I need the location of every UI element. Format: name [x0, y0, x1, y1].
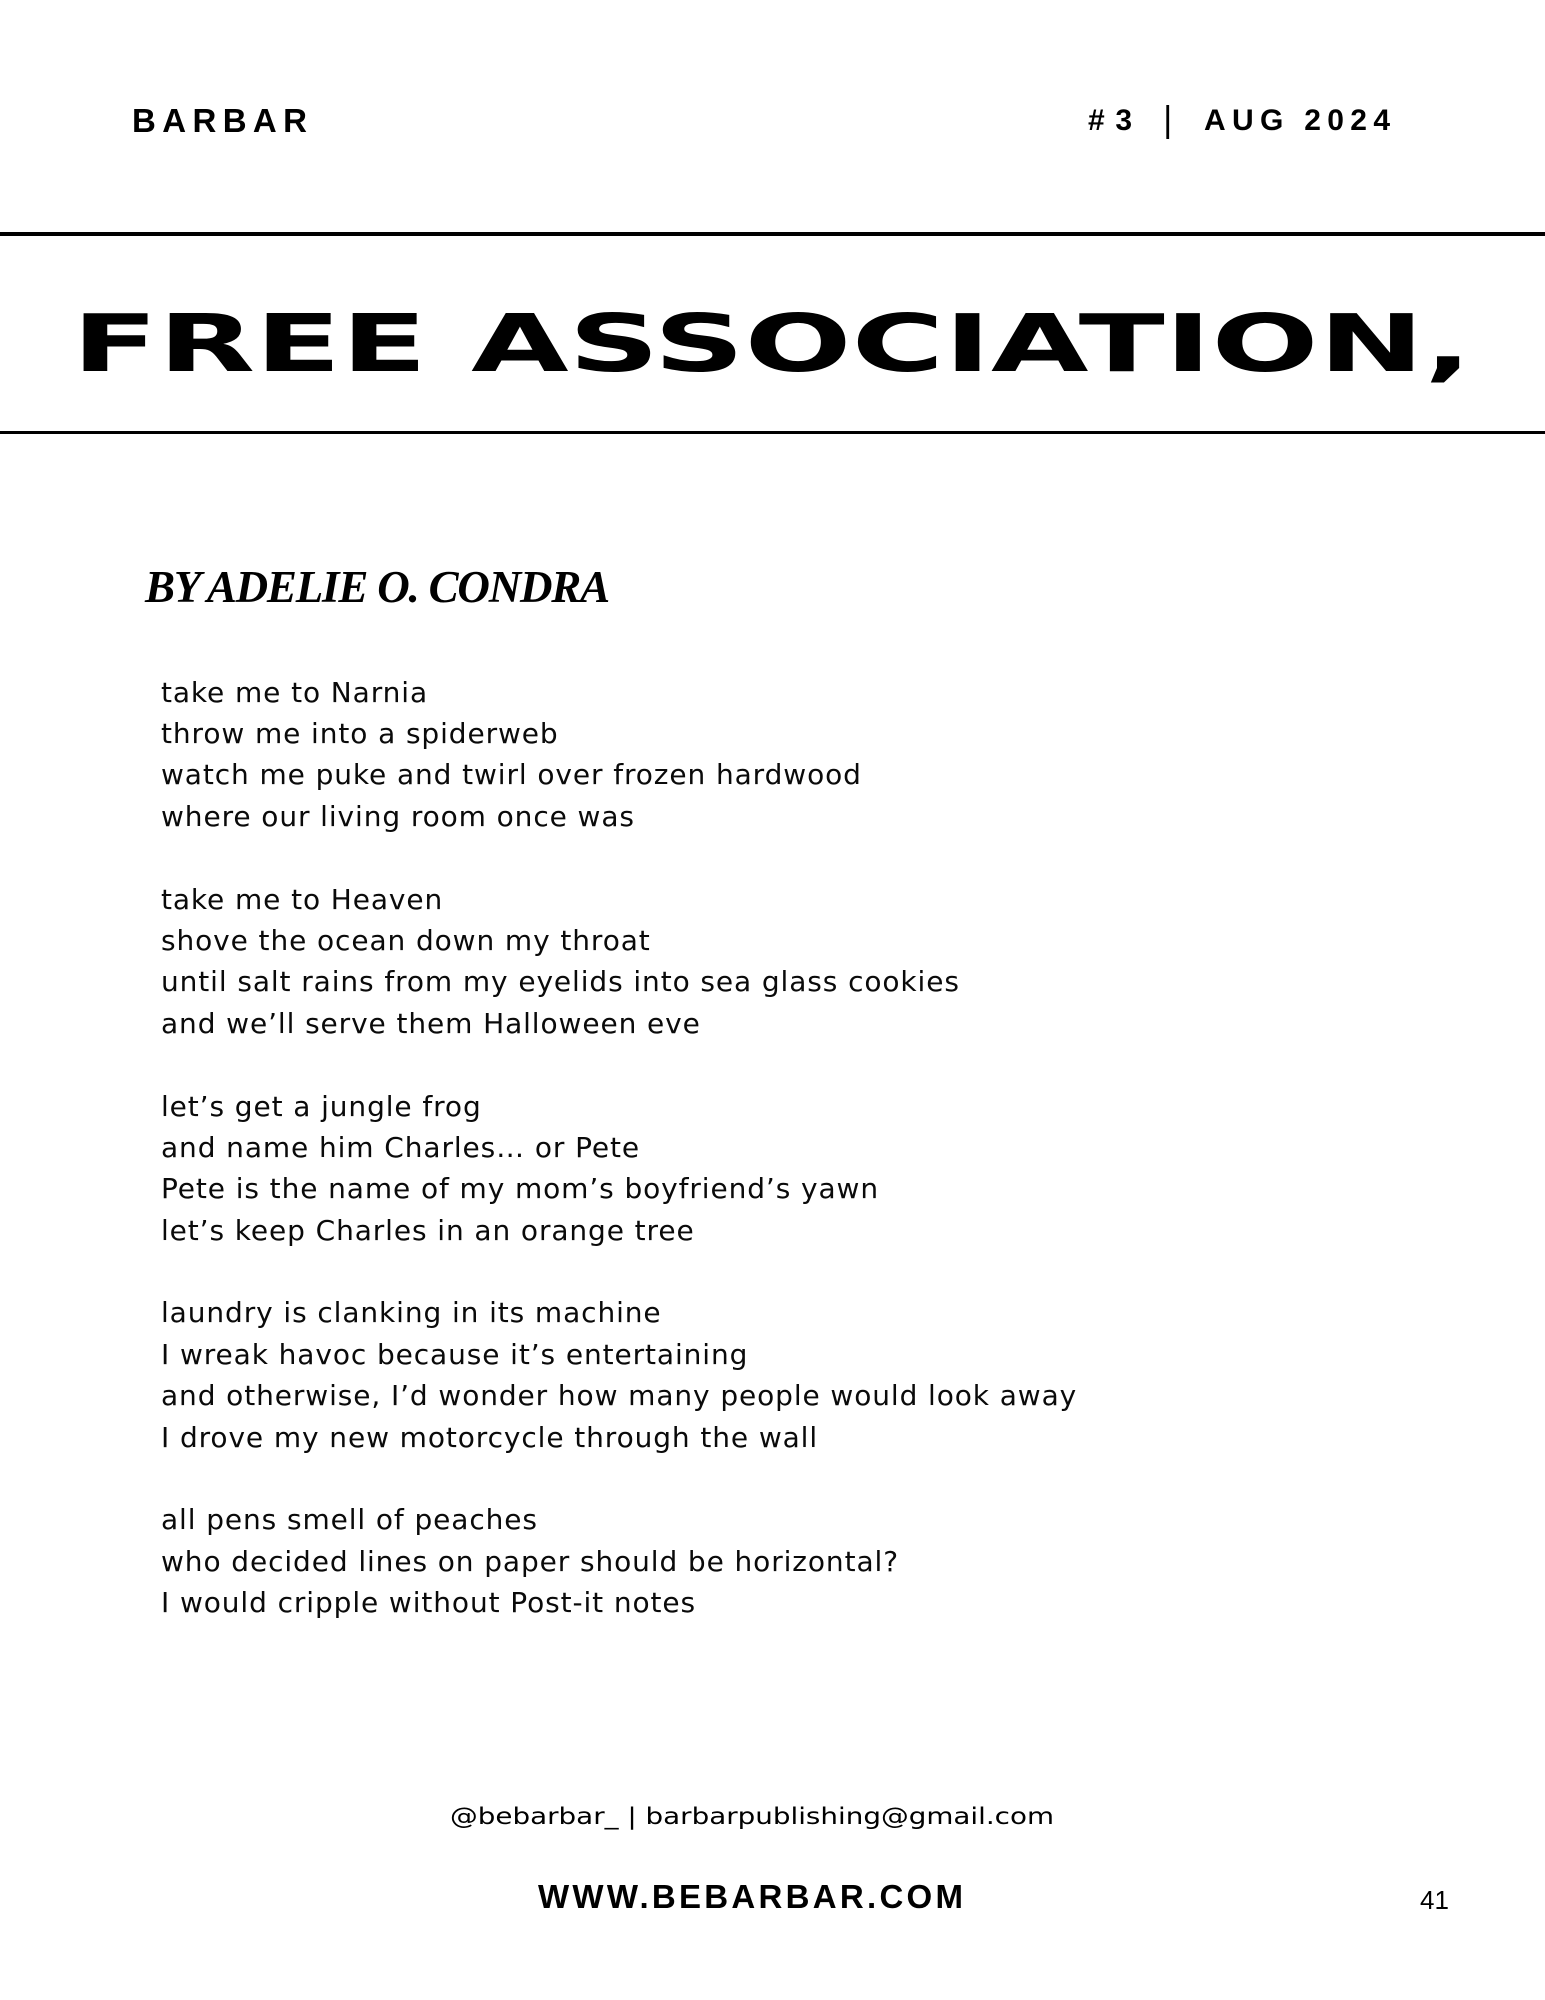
brand-name: BARBAR: [132, 102, 307, 139]
poem-line: I drove my new motorcycle through the wall: [161, 1420, 819, 1454]
poem-line: and we’ll serve them Halloween eve: [161, 1006, 701, 1040]
poem-line: I would cripple without Post-it notes: [161, 1586, 697, 1620]
poem-line: all pens smell of peaches: [161, 1503, 538, 1537]
poem-line: take me to Heaven: [161, 882, 444, 916]
author-byline: BY ADELIE O. CONDRA: [145, 562, 609, 612]
poem-line: laundry is clanking in its machine: [161, 1296, 662, 1330]
footer-contact[interactable]: @bebarbar_ | barbarpublishing@gmail.com: [450, 1804, 1054, 1830]
poem-line: and otherwise, I’d wonder how many people would look away: [161, 1379, 1078, 1413]
poem-line: who decided lines on paper should be horizontal?: [161, 1544, 899, 1578]
poem-line: until salt rains from my eyelids into sea glass cookies: [161, 965, 960, 999]
poem-line: where our living room once was: [161, 799, 635, 833]
poem-line: watch me puke and twirl over frozen hardwood: [161, 758, 862, 792]
poem-line: I wreak havoc because it’s entertaining: [161, 1337, 749, 1371]
poem-line: let’s get a jungle frog: [161, 1089, 482, 1123]
footer-website-link[interactable]: WWW.BEBARBAR.COM: [538, 1878, 963, 1915]
poem-stanza: [161, 1292, 1361, 1458]
poem-line: throw me into a spiderweb: [161, 716, 559, 750]
header-separator: |: [1162, 100, 1174, 140]
poem-stanza: [161, 672, 1361, 838]
issue-number: #3: [1088, 104, 1132, 137]
poem-stanza: [161, 1086, 1361, 1252]
article-title: FREE ASSOCIATION,: [72, 298, 1472, 390]
poem-body: [161, 672, 1361, 1624]
poem-line: and name him Charles… or Pete: [161, 1130, 641, 1164]
poem-line: let’s keep Charles in an orange tree: [161, 1213, 695, 1247]
poem-line: take me to Narnia: [161, 675, 428, 709]
poem-stanza: [161, 1499, 1361, 1623]
poem-line: shove the ocean down my throat: [161, 923, 651, 957]
poem-line: Pete is the name of my mom’s boyfriend’s yawn: [161, 1172, 879, 1206]
issue-date: AUG 2024: [1204, 104, 1390, 137]
page-number: 41: [1420, 1885, 1449, 1915]
poem-stanza: [161, 879, 1361, 1045]
